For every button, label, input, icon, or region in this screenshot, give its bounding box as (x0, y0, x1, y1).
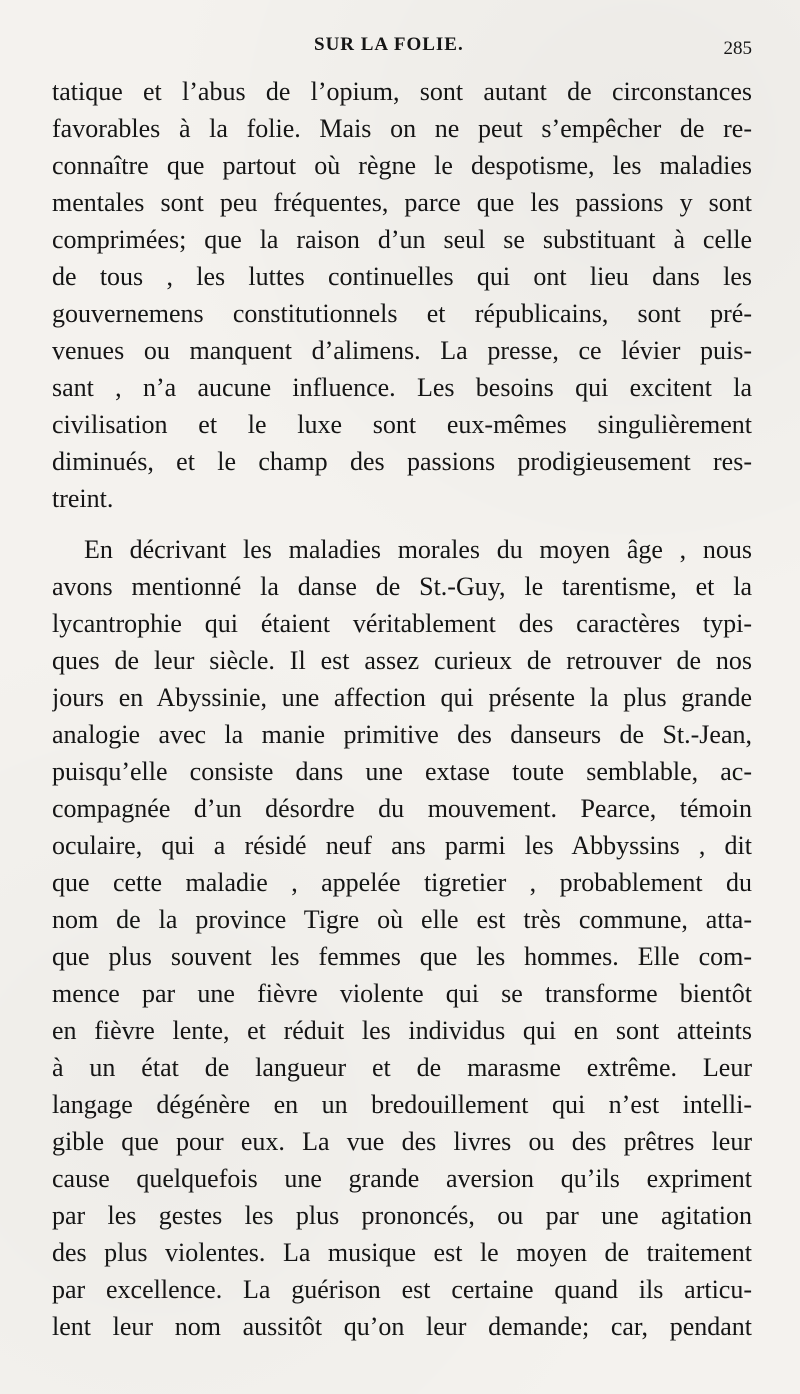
text-line: oculaire, qui a résidé neuf ans parmi les Abbyssins , dit (52, 831, 752, 860)
text-line: nom de la province Tigre où elle est très commune, atta- (52, 905, 752, 934)
text-line: lent leur nom aussitôt qu’on leur demande; car, pendant (52, 1312, 752, 1341)
text-line: gible que pour eux. La vue des livres ou des prêtres leur (52, 1127, 752, 1156)
text-line: de tous , les luttes continuelles qui ont lieu dans les (52, 262, 752, 291)
text-line: jours en Abyssinie, une affection qui présente la plus grande (52, 683, 752, 712)
text-line: analogie avec la manie primitive des danseurs de St.-Jean, (52, 720, 752, 749)
text-line: mence par une fièvre violente qui se transforme bientôt (52, 979, 752, 1008)
text-line: compagnée d’un désordre du mouvement. Pearce, témoin (52, 794, 752, 823)
text-line: par excellence. La guérison est certaine quand ils articu- (52, 1275, 752, 1304)
text-line: ques de leur siècle. Il est assez curieux de retrouver de nos (52, 646, 752, 675)
text-line: treint. (52, 484, 114, 513)
text-line: par les gestes les plus prononcés, ou par une agitation (52, 1201, 752, 1230)
text-line: à un état de langueur et de marasme extrême. Leur (52, 1053, 752, 1082)
page-header (0, 34, 800, 62)
text-line: des plus violentes. La musique est le moyen de traitement (52, 1238, 752, 1267)
text-line: sant , n’a aucune influence. Les besoins qui excitent la (52, 373, 752, 402)
text-line: favorables à la folie. Mais on ne peut s’empêcher de re- (52, 114, 752, 143)
text-line: civilisation et le luxe sont eux-mêmes singulièrement (52, 410, 752, 439)
text-line: gouvernemens constitutionnels et républicains, sont pré- (52, 299, 752, 328)
text-line: venues ou manquent d’alimens. La presse, ce lévier puis- (52, 336, 752, 365)
text-line: puisqu’elle consiste dans une extase toute semblable, ac- (52, 757, 752, 786)
page-number: 285 (723, 38, 752, 59)
text-line: en fièvre lente, et réduit les individus qui en sont atteints (52, 1016, 752, 1045)
text-line: En décrivant les maladies morales du moyen âge , nous (84, 535, 752, 564)
text-line: tatique et l’abus de l’opium, sont autant de circonstances (52, 77, 752, 106)
running-head: SUR LA FOLIE. (314, 34, 464, 55)
text-line: que cette maladie , appelée tigretier , probablement du (52, 868, 752, 897)
text-line: mentales sont peu fréquentes, parce que les passions y sont (52, 188, 752, 217)
text-line: connaître que partout où règne le despotisme, les maladies (52, 151, 752, 180)
text-line: langage dégénère en un bredouillement qui n’est intelli- (52, 1090, 752, 1119)
text-line: cause quelquefois une grande aversion qu’ils expriment (52, 1164, 752, 1193)
text-line: avons mentionné la danse de St.-Guy, le tarentisme, et la (52, 572, 752, 601)
text-line: diminués, et le champ des passions prodigieusement res- (52, 447, 752, 476)
text-line: comprimées; que la raison d’un seul se substituant à celle (52, 225, 752, 254)
text-line: que plus souvent les femmes que les hommes. Elle com- (52, 942, 752, 971)
text-line: lycantrophie qui étaient véritablement des caractères typi- (52, 609, 752, 638)
